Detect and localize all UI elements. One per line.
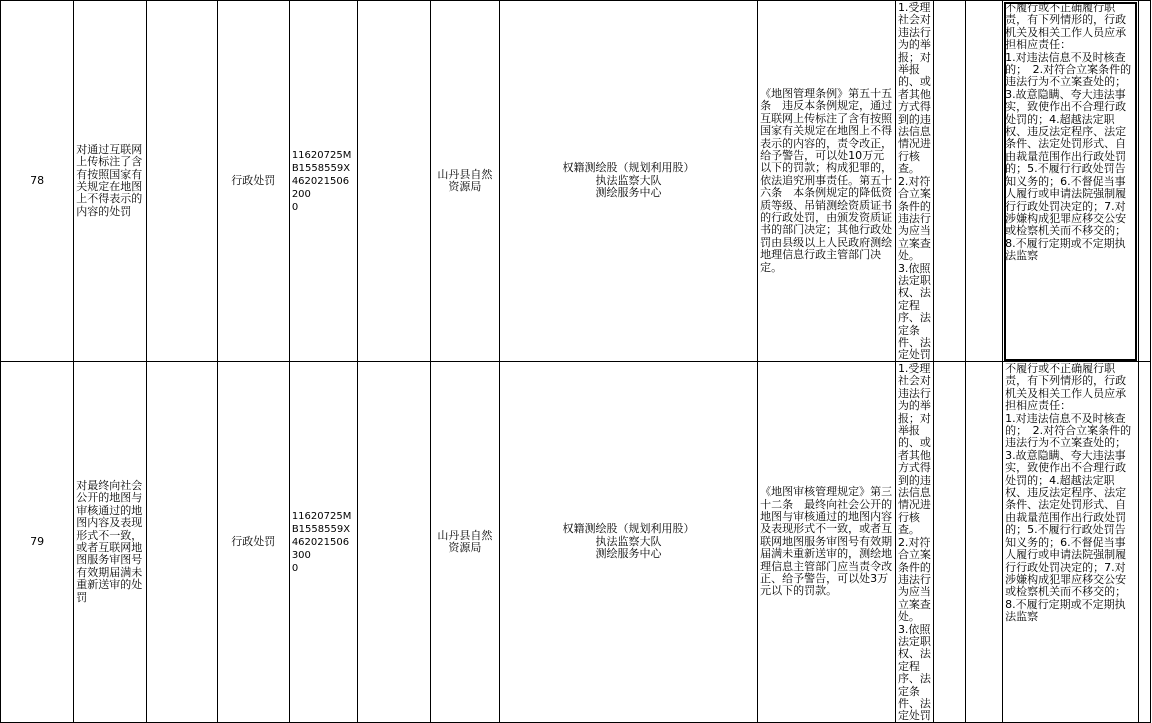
index-cell[interactable]: 79 — [1, 362, 74, 723]
dept-cell[interactable] — [430, 1, 499, 362]
empty-cell[interactable] — [965, 1, 1002, 362]
empty-cell[interactable] — [146, 362, 217, 723]
liability-text: 不履行或不正确履行职责，有下列情形的，行政机关及相关工作人员应承担相应责任： 1.对违法信息不及时核查的； 2.对符合立案条件的违法行为不立案查处的； 3.故意隐瞒、夸大违法事实，致使作出不合理行政处罚的；4.超越法定职权、违反法定程序、法定条件、法定处罚形式、自由裁量范围作出行政处罚的；5.不履行行政处罚告知义务的；6.不督促当事人履行或申请法院强制履行行政处罚决定的；7.对涉嫌构成犯罪应移交公安或检察机关而不移交的； 8.不履行定期或不定期执法监察 — [1005, 362, 1132, 624]
basis-cell[interactable] — [758, 1, 896, 362]
liability-cell[interactable] — [1003, 1, 1139, 362]
basis-text: 《地图审核管理规定》第三十二条 最终向社会公开的地图与审核通过的地图内容及表现形式不一致，或者互联网地图服务审图号有效期届满未重新送审的，测绘地理信息主管部门应当责令改正、给予警告，可以处3万元以下的罚款。 — [760, 485, 893, 598]
category-cell[interactable]: 行政处罚 — [217, 1, 289, 362]
liability-cell[interactable] — [1003, 362, 1139, 723]
empty-cell[interactable] — [146, 1, 217, 362]
item-name-cell[interactable] — [74, 362, 146, 723]
unit-text: 权籍测绘股（规划利用股） 执法监察大队 测绘服务中心 — [562, 522, 695, 561]
code-cell[interactable] — [289, 362, 357, 723]
dept-text: 山丹县自然资源局 — [437, 528, 493, 554]
duty-cell[interactable] — [895, 1, 933, 362]
table-row — [1, 1, 1151, 362]
table-row — [1, 362, 1151, 723]
basis-cell[interactable] — [758, 362, 896, 723]
empty-cell[interactable] — [1138, 362, 1150, 723]
code-cell[interactable] — [289, 1, 357, 362]
empty-cell[interactable] — [357, 1, 430, 362]
basis-text: 《地图管理条例》第五十五条 违反本条例规定，通过互联网上传标注了含有按照国家有关规定在地图上不得表示的内容的，责令改正，给予警告，可以处10万元以下的罚款；构成犯罪的，依法追究刑事责任。第五十六条 本条例规定的降低资质等级、吊销测绘资质证书的行政处罚，由颁发资质证书的部门决定；其他行政处罚由县级以上人民政府测绘地理信息行政主管部门决定。 — [760, 86, 893, 274]
category-cell[interactable]: 行政处罚 — [217, 362, 289, 723]
dept-text: 山丹县自然资源局 — [437, 167, 493, 193]
code-text: 11620725MB1558559X462021506300 0 — [291, 510, 352, 574]
duty-text: 1.受理社会对违法行为的举报；对举报的、或者其他方式得到的违法信息情况进行核查。 2.对符合立案条件的违法行为应当立案查处。 3.依照法定职权、法定程序、法定条件、法定处罚 — [897, 1, 931, 361]
empty-cell[interactable] — [934, 362, 966, 723]
unit-cell[interactable] — [499, 1, 757, 362]
item-name-cell[interactable] — [74, 1, 146, 362]
duty-cell[interactable] — [895, 362, 933, 723]
empty-cell[interactable] — [965, 362, 1002, 723]
empty-cell[interactable] — [357, 362, 430, 723]
unit-text: 权籍测绘股（规划利用股） 执法监察大队 测绘服务中心 — [562, 161, 695, 200]
code-text: 11620725MB1558559X462021506200 0 — [291, 149, 352, 213]
item-name-text: 对最终向社会公开的地图与审核通过的地图内容及表现形式不一致，或者互联网地图服务审图号有效期届满未重新送审的处罚 — [76, 478, 143, 604]
empty-cell[interactable] — [1138, 1, 1150, 362]
liability-text: 不履行或不正确履行职责，有下列情形的，行政机关及相关工作人员应承担相应责任： 1.对违法信息不及时核查的； 2.对符合立案条件的违法行为不立案查处的； 3.故意隐瞒、夸大违法事实，致使作出不合理行政处罚的；4.超越法定职权、违反法定程序、法定条件、法定处罚形式、自由裁量范围作出行政处罚的；5.不履行行政处罚告知义务的；6.不督促当事人履行或申请法院强制履行行政处罚决定的；7.对涉嫌构成犯罪应移交公安或检察机关而不移交的； 8.不履行定期或不定期执法监察 — [1005, 1, 1132, 263]
index-cell[interactable]: 78 — [1, 1, 74, 362]
item-name-text: 对通过互联网上传标注了含有按照国家有关规定在地图上不得表示的内容的处罚 — [76, 142, 143, 218]
dept-cell[interactable] — [430, 362, 499, 723]
empty-cell[interactable] — [934, 1, 966, 362]
duty-text: 1.受理社会对违法行为的举报；对举报的、或者其他方式得到的违法信息情况进行核查。 2.对符合立案条件的违法行为应当立案查处。 3.依照法定职权、法定程序、法定条件、法定处罚 — [897, 362, 931, 722]
unit-cell[interactable] — [499, 362, 757, 723]
